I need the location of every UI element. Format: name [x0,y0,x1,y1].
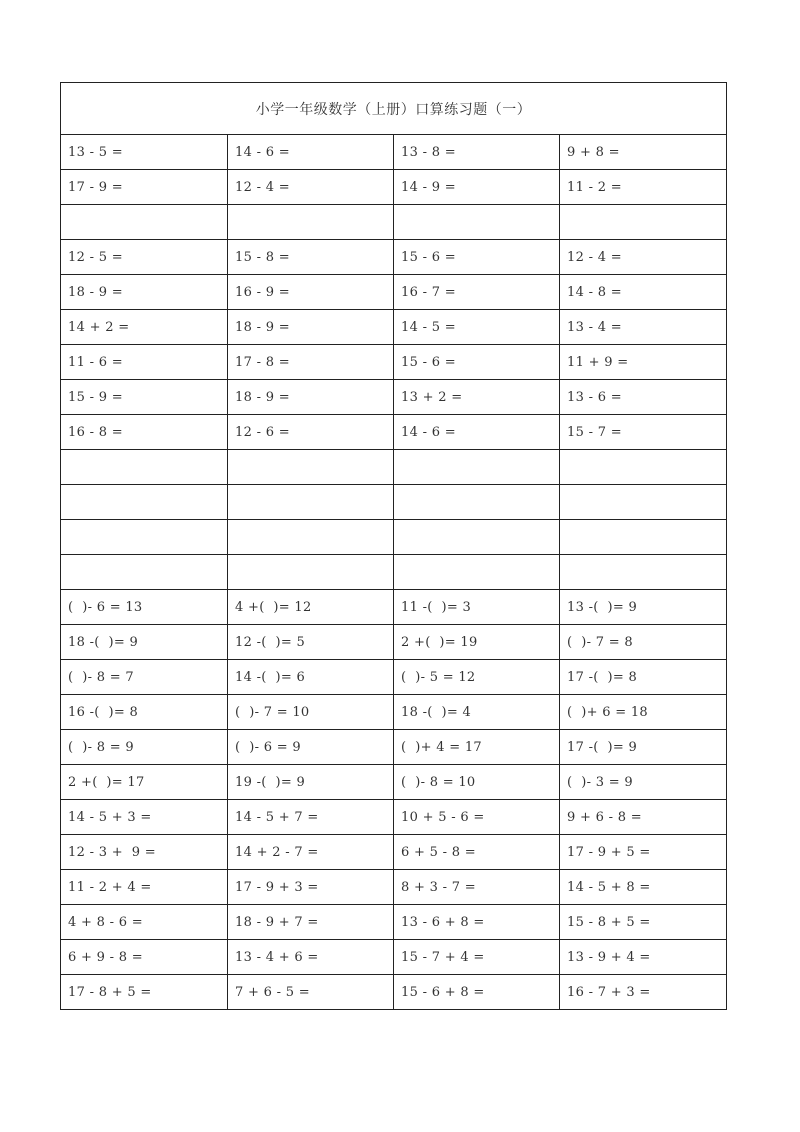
problem-cell: 16 - 7 + 3 = [560,975,727,1010]
problem-cell: 14 - 6 = [228,135,394,170]
problem-cell: 11 - 2 = [560,170,727,205]
problem-cell: 18 - 9 = [228,310,394,345]
blank-cell [228,450,394,485]
blank-cell [560,555,727,590]
problem-cell: 13 - 6 = [560,380,727,415]
problem-cell: 15 - 6 + 8 = [394,975,560,1010]
problem-row [61,555,727,590]
worksheet-title: 小学一年级数学（上册）口算练习题（一） [61,83,727,135]
problem-cell: ( )- 7 = 8 [560,625,727,660]
problem-cell: ( )+ 4 = 17 [394,730,560,765]
problem-cell: 14 - 5 = [394,310,560,345]
problem-cell: 11 - 2 + 4 = [61,870,228,905]
problem-row [61,450,727,485]
problem-cell: 12 -( )= 5 [228,625,394,660]
problem-cell: 17 - 9 + 5 = [560,835,727,870]
problem-cell: 10 + 5 - 6 = [394,800,560,835]
blank-cell [394,520,560,555]
problem-cell: 15 - 6 = [394,240,560,275]
problem-row [61,380,727,415]
problem-cell: ( )- 5 = 12 [394,660,560,695]
problem-cell: 13 - 5 = [61,135,228,170]
problem-cell: ( )- 7 = 10 [228,695,394,730]
problem-cell: 13 - 6 + 8 = [394,905,560,940]
problem-cell: 15 - 8 = [228,240,394,275]
problem-cell: 18 -( )= 9 [61,625,228,660]
problem-cell: 12 - 4 = [228,170,394,205]
problem-cell: 2 +( )= 17 [61,765,228,800]
problem-row [61,240,727,275]
problem-cell: 6 + 5 - 8 = [394,835,560,870]
problem-cell: 16 - 9 = [228,275,394,310]
blank-cell [560,450,727,485]
problem-cell: 15 - 6 = [394,345,560,380]
problem-cell: 17 - 9 + 3 = [228,870,394,905]
problem-cell: 17 -( )= 9 [560,730,727,765]
problem-row [61,695,727,730]
problem-row [61,975,727,1010]
problem-cell: 15 - 9 = [61,380,228,415]
worksheet-table [60,82,727,1010]
problem-row [61,310,727,345]
problem-cell: ( )- 8 = 9 [61,730,228,765]
problem-row [61,905,727,940]
problem-cell: 11 - 6 = [61,345,228,380]
problem-cell: 18 - 9 = [228,380,394,415]
problem-cell: 13 - 9 + 4 = [560,940,727,975]
problem-cell: 8 + 3 - 7 = [394,870,560,905]
problem-cell: 11 + 9 = [560,345,727,380]
problem-row [61,870,727,905]
problem-cell: 14 + 2 = [61,310,228,345]
blank-cell [61,520,228,555]
problem-cell: 17 - 8 = [228,345,394,380]
problem-row [61,625,727,660]
problem-cell: 12 - 4 = [560,240,727,275]
blank-cell [394,555,560,590]
problem-cell: 18 - 9 = [61,275,228,310]
problem-cell: 14 - 5 + 3 = [61,800,228,835]
problem-cell: 17 - 8 + 5 = [61,975,228,1010]
problem-cell: 4 + 8 - 6 = [61,905,228,940]
problem-row [61,730,727,765]
problem-cell: 13 - 4 = [560,310,727,345]
problem-cell: 17 - 9 = [61,170,228,205]
problem-cell: 18 -( )= 4 [394,695,560,730]
problem-cell: 6 + 9 - 8 = [61,940,228,975]
problem-cell: 15 - 8 + 5 = [560,905,727,940]
problem-cell: 9 + 8 = [560,135,727,170]
problem-cell: 14 - 9 = [394,170,560,205]
problem-row [61,765,727,800]
problem-row [61,590,727,625]
problem-cell: 13 - 4 + 6 = [228,940,394,975]
problem-cell: ( )- 3 = 9 [560,765,727,800]
problem-cell: 13 + 2 = [394,380,560,415]
problem-cell: 11 -( )= 3 [394,590,560,625]
problem-cell: 13 -( )= 9 [560,590,727,625]
problem-cell: 12 - 3 + 9 = [61,835,228,870]
problem-row [61,135,727,170]
problem-cell: 13 - 8 = [394,135,560,170]
problem-row [61,170,727,205]
problem-row [61,835,727,870]
blank-cell [560,485,727,520]
problem-cell: ( )+ 6 = 18 [560,695,727,730]
blank-cell [61,485,228,520]
problem-cell: 18 - 9 + 7 = [228,905,394,940]
blank-cell [394,205,560,240]
blank-cell [61,205,228,240]
problem-cell: 12 - 6 = [228,415,394,450]
problem-cell: 16 - 7 = [394,275,560,310]
problem-cell: 14 - 8 = [560,275,727,310]
problem-cell: ( )- 6 = 13 [61,590,228,625]
problem-row [61,520,727,555]
problem-cell: 16 - 8 = [61,415,228,450]
problem-cell: ( )- 8 = 7 [61,660,228,695]
problem-cell: 7 + 6 - 5 = [228,975,394,1010]
problem-cell: 16 -( )= 8 [61,695,228,730]
problem-row [61,275,727,310]
blank-cell [560,520,727,555]
problem-cell: 14 -( )= 6 [228,660,394,695]
problem-cell: 15 - 7 + 4 = [394,940,560,975]
blank-cell [228,555,394,590]
problem-cell: 15 - 7 = [560,415,727,450]
problem-cell: 17 -( )= 8 [560,660,727,695]
problem-row [61,415,727,450]
problem-cell: 12 - 5 = [61,240,228,275]
problem-row [61,940,727,975]
problem-cell: 14 - 5 + 8 = [560,870,727,905]
blank-cell [394,485,560,520]
problem-cell: 9 + 6 - 8 = [560,800,727,835]
problem-cell: 4 +( )= 12 [228,590,394,625]
problem-cell: 2 +( )= 19 [394,625,560,660]
problem-row [61,205,727,240]
blank-cell [394,450,560,485]
problem-row [61,660,727,695]
problem-cell: ( )- 6 = 9 [228,730,394,765]
blank-cell [228,205,394,240]
problem-cell: 14 - 5 + 7 = [228,800,394,835]
problem-cell: 19 -( )= 9 [228,765,394,800]
problem-cell: ( )- 8 = 10 [394,765,560,800]
blank-cell [61,450,228,485]
problem-row [61,485,727,520]
blank-cell [560,205,727,240]
problem-cell: 14 + 2 - 7 = [228,835,394,870]
blank-cell [61,555,228,590]
problem-cell: 14 - 6 = [394,415,560,450]
problem-row [61,800,727,835]
title-row [61,83,727,135]
blank-cell [228,485,394,520]
blank-cell [228,520,394,555]
problem-row [61,345,727,380]
